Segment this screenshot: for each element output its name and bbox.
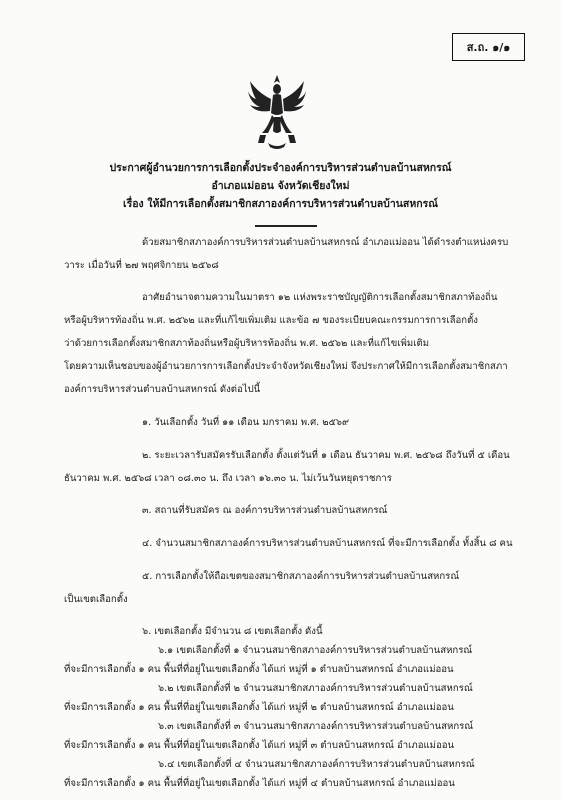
item-6-districts: ๖. เขตเลือกตั้ง มีจำนวน ๘ เขตเลือกตั้ง ดังนี้: [142, 626, 323, 637]
paragraph-2-line-1: อาศัยอำนาจตามความในมาตรา ๑๒ แห่งพระราชบัญญัติการเลือกตั้งสมาชิกสภาท้องถิ่น: [142, 292, 498, 303]
garuda-emblem-icon: [246, 73, 308, 151]
district-1-line-2: ที่จะมีการเลือกตั้ง ๑ คน พื้นที่ที่อยู่ในเขตเลือกตั้ง ได้แก่ หมู่ที่ ๑ ตำบลบ้านสหกรณ์ อำเภอแม่ออน: [64, 664, 454, 675]
paragraph-2-line-3: ว่าด้วยการเลือกตั้งสมาชิกสภาท้องถิ่นหรือผู้บริหารท้องถิ่น พ.ศ. ๒๕๖๒ และที่แก้ไขเพิ่มเติม: [64, 338, 430, 349]
subject-line: เรื่อง ให้มีการเลือกตั้งสมาชิกสภาองค์การบริหารส่วนตำบลบ้านสหกรณ์: [123, 198, 438, 210]
item-2-line-1: ๒. ระยะเวลารับสมัครรับเลือกตั้ง ตั้งแต่วันที่ ๑ เดือน ธันวาคม พ.ศ. ๒๕๖๘ ถึงวันที่ ๕ เดือน: [142, 450, 510, 461]
item-4-member-count: ๔. จำนวนสมาชิกสภาองค์การบริหารส่วนตำบลบ้านสหกรณ์ ที่จะมีการเลือกตั้ง ทั้งสิ้น ๘ คน: [142, 538, 513, 549]
item-3-application-place: ๓. สถานที่รับสมัคร ณ องค์การบริหารส่วนตำบลบ้านสหกรณ์: [142, 505, 388, 516]
district-3-line-1: ๖.๓ เขตเลือกตั้งที่ ๓ จำนวนสมาชิกสภาองค์การบริหารส่วนตำบลบ้านสหกรณ์: [158, 721, 474, 732]
item-5-line-1: ๕. การเลือกตั้งให้ถือเขตของสมาชิกสภาองค์การบริหารส่วนตำบลบ้านสหกรณ์: [142, 571, 460, 582]
paragraph-2-line-5: องค์การบริหารส่วนตำบลบ้านสหกรณ์ ดังต่อไปนี้: [64, 384, 261, 395]
paragraph-2-line-2: หรือผู้บริหารท้องถิ่น พ.ศ. ๒๕๖๒ และที่แก้ไขเพิ่มเติม และข้อ ๗ ของระเบียบคณะกรรมการการเลือกตั้ง: [64, 315, 478, 326]
location-line: อำเภอแม่ออน จังหวัดเชียงใหม่: [211, 180, 350, 192]
district-1-line-1: ๖.๑ เขตเลือกตั้งที่ ๑ จำนวนสมาชิกสภาองค์การบริหารส่วนตำบลบ้านสหกรณ์: [158, 645, 473, 656]
district-4-line-2: ที่จะมีการเลือกตั้ง ๑ คน พื้นที่ที่อยู่ในเขตเลือกตั้ง ได้แก่ หมู่ที่ ๔ ตำบลบ้านสหกรณ์ อำเภอแม่ออน: [64, 778, 455, 789]
paragraph-1-line-1: ด้วยสมาชิกสภาองค์การบริหารส่วนตำบลบ้านสหกรณ์ อำเภอแม่ออน ได้ดำรงตำแหน่งครบ: [142, 237, 509, 248]
item-5-line-2: เป็นเขตเลือกตั้ง: [64, 594, 128, 605]
paragraph-1-line-2: วาระ เมื่อวันที่ ๒๗ พฤศจิกายน ๒๕๖๘: [64, 260, 219, 271]
form-code-box: ส.ถ. ๑/๑: [452, 33, 525, 61]
title-divider: [255, 225, 317, 227]
announcement-title: ประกาศผู้อำนวยการการเลือกตั้งประจำองค์การบริหารส่วนตำบลบ้านสหกรณ์: [109, 162, 452, 174]
district-2-line-1: ๖.๒ เขตเลือกตั้งที่ ๒ จำนวนสมาชิกสภาองค์การบริหารส่วนตำบลบ้านสหกรณ์: [158, 683, 473, 694]
paragraph-2-line-4: โดยความเห็นชอบของผู้อำนวยการการเลือกตั้งประจำจังหวัดเชียงใหม่ จึงประกาศให้มีการเลือกตั้งสมาชิกสภา: [64, 361, 508, 372]
item-2-line-2: ธันวาคม พ.ศ. ๒๕๖๘ เวลา ๐๘.๓๐ น. ถึง เวลา ๑๖.๓๐ น. ไม่เว้นวันหยุดราชการ: [64, 473, 392, 484]
district-3-line-2: ที่จะมีการเลือกตั้ง ๑ คน พื้นที่ที่อยู่ในเขตเลือกตั้ง ได้แก่ หมู่ที่ ๓ ตำบลบ้านสหกรณ์ อำเภอแม่ออน: [64, 740, 455, 751]
district-2-line-2: ที่จะมีการเลือกตั้ง ๑ คน พื้นที่ที่อยู่ในเขตเลือกตั้ง ได้แก่ หมู่ที่ ๒ ตำบลบ้านสหกรณ์ อำเภอแม่ออน: [64, 702, 454, 713]
item-1-election-date: ๑. วันเลือกตั้ง วันที่ ๑๑ เดือน มกราคม พ.ศ. ๒๕๖๙: [142, 417, 349, 428]
district-4-line-1: ๖.๔ เขตเลือกตั้งที่ ๔ จำนวนสมาชิกสภาองค์การบริหารส่วนตำบลบ้านสหกรณ์: [158, 759, 475, 770]
